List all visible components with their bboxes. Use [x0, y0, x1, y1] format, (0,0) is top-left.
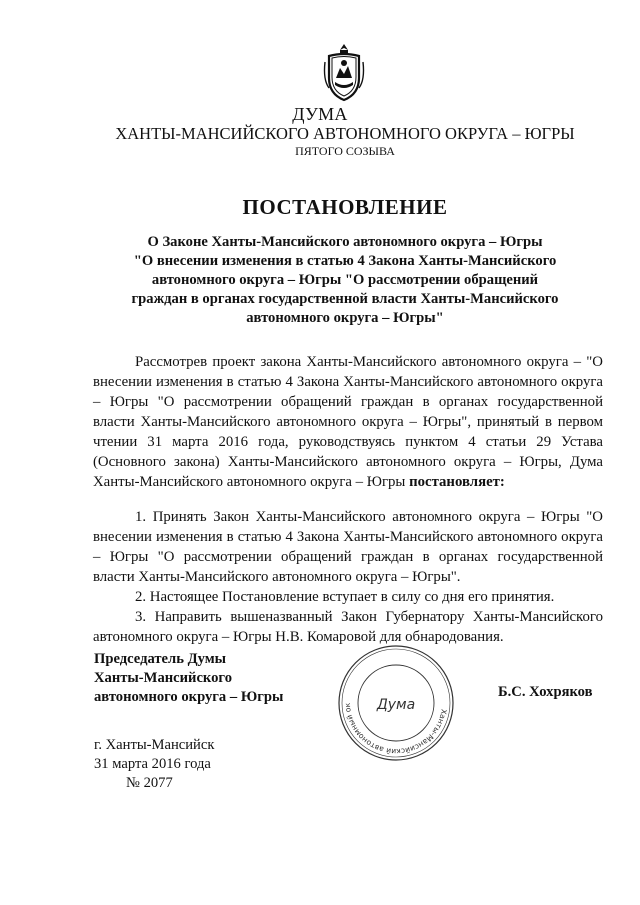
official-seal: [336, 643, 456, 763]
resolution-item-2: 2. Настоящее Постановление вступает в силу со дня его принятия.: [135, 589, 555, 605]
document-title: ПОСТАНОВЛЕНИЕ: [242, 195, 448, 219]
seal-center-text: Дума: [376, 697, 416, 713]
position-line: Ханты-Мансийского: [94, 670, 232, 686]
resolution-item-1: 1. Принять Закон Ханты-Мансийского автономного округа – Югры "О внесении изменения в статью 4 Закона Ханты-Мансийского автономного округа – Югры "О рассмотрении обращений граждан в органах государственной власти Ханты-Мансийского автономного округа – Югры".: [93, 509, 603, 585]
signatory-name: Б.С. Хохряков: [498, 684, 593, 700]
document-number: № 2077: [126, 775, 173, 791]
seal-ring-text: Ханты-Мансийский автономный ок: [342, 702, 449, 757]
signatory-position: [94, 650, 283, 707]
subject-line: автономного округа – Югры "О рассмотрении обращений: [151, 272, 539, 288]
convocation-heading: ПЯТОГО СОЗЫВА: [295, 144, 395, 158]
subject-line: "О внесении изменения в статью 4 Закона Ханты-Мансийского: [133, 253, 557, 269]
resolution-item-3: 3. Направить вышеназванный Закон Губернатору Ханты-Мансийского автономного округа – Югры Н.В. Комаровой для обнародования.: [93, 609, 603, 645]
okrug-heading: ХАНТЫ-МАНСИЙСКОГО АВТОНОМНОГО ОКРУГА – ЮГРЫ: [115, 124, 575, 143]
position-line: автономного округа – Югры: [94, 689, 284, 705]
coat-of-arms-icon: [322, 42, 366, 104]
position-line: Председатель Думы: [94, 651, 227, 667]
city: г. Ханты-Мансийск: [94, 737, 215, 753]
document-subject: [110, 233, 580, 328]
subject-line: граждан в органах государственной власти Ханты-Мансийского: [131, 291, 559, 307]
subject-line: О Законе Ханты-Мансийского автономного округа – Югры: [147, 234, 543, 250]
date: 31 марта 2016 года: [94, 756, 211, 772]
document-body: [93, 352, 603, 647]
preamble-resolves: постановляет:: [409, 474, 505, 490]
subject-line: автономного округа – Югры": [246, 310, 444, 326]
preamble-paragraph: [93, 352, 603, 492]
duma-heading: ДУМА: [292, 104, 348, 124]
preamble-text: Рассмотрев проект закона Ханты-Мансийского автономного округа – "О внесении изменения в статью 4 Закона Ханты-Мансийского автономного округа – Югры "О рассмотрении обращений граждан в органах государственной власти Ханты-Мансийского автономного округа – Югры", принятый в первом чтении 31 марта 2016 года, руководствуясь пунктом 4 статьи 29 Устава (Основного закона) Ханты-Мансийского автономного округа – Югры, Дума Ханты-Мансийского автономного округа – Югры: [93, 354, 603, 490]
document-place-date: [94, 736, 214, 793]
